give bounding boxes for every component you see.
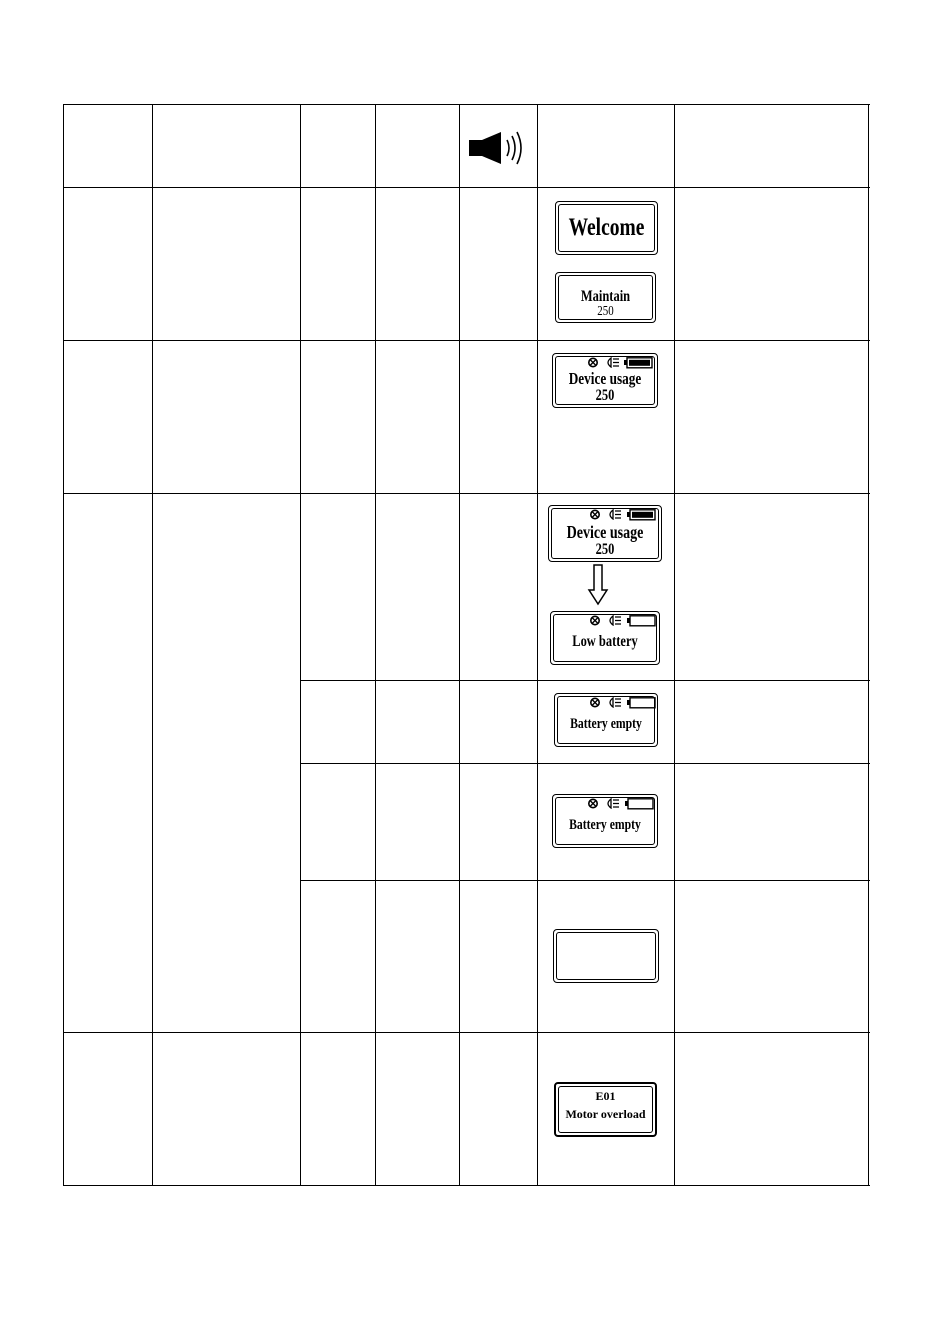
row-1-border <box>63 340 870 341</box>
battery-icon <box>624 357 653 369</box>
subrow-3-border <box>300 880 870 881</box>
column-border-4 <box>375 104 376 1186</box>
device-usage-label-2: Device usage <box>566 522 644 542</box>
headlight-icon <box>604 357 620 368</box>
table-bottom-border <box>63 1185 870 1186</box>
status-icons-4 <box>555 697 657 709</box>
battery-icon <box>627 509 656 521</box>
header-row-border <box>63 187 870 188</box>
headlight-icon <box>606 697 622 708</box>
row-3-border <box>63 1032 870 1033</box>
subrow-1-border <box>300 680 870 681</box>
column-border-8 <box>868 104 869 1186</box>
blank-screen <box>553 929 659 983</box>
column-border-2 <box>152 104 153 1186</box>
low-battery-text: Low battery <box>572 633 638 650</box>
battery-empty-screen-2 <box>552 794 658 848</box>
column-border-3 <box>300 104 301 1186</box>
error-screen <box>554 1082 657 1137</box>
device-usage-value: 250 <box>595 387 615 404</box>
low-battery-screen <box>550 611 660 665</box>
status-icons-3 <box>551 615 659 627</box>
sensor-icon <box>587 798 599 809</box>
sensor-icon <box>587 357 599 368</box>
status-icons-2 <box>549 509 661 521</box>
device-usage-label: Device usage <box>568 369 642 388</box>
column-border-6 <box>537 104 538 1186</box>
battery-empty-text-2: Battery empty <box>569 817 641 833</box>
speaker-sound-icon <box>468 130 532 166</box>
table-top-border <box>63 104 870 105</box>
maintain-screen <box>555 272 656 323</box>
battery-icon <box>627 697 656 709</box>
battery-icon <box>625 798 654 810</box>
headlight-icon <box>604 798 620 809</box>
sensor-icon <box>589 615 601 626</box>
headlight-icon <box>606 615 622 626</box>
sensor-icon <box>589 509 601 520</box>
battery-empty-text: Battery empty <box>570 716 642 732</box>
device-usage-value-2: 250 <box>595 541 615 558</box>
error-message: Motor overload <box>565 1107 646 1121</box>
row-2-border <box>63 493 870 494</box>
status-icons-5 <box>553 798 657 810</box>
sensor-icon <box>589 697 601 708</box>
error-code: E01 <box>595 1089 616 1103</box>
battery-icon <box>627 615 656 627</box>
down-arrow-icon <box>587 564 609 606</box>
status-icons <box>553 357 657 369</box>
headlight-icon <box>606 509 622 520</box>
device-usage-screen-2 <box>548 505 662 562</box>
battery-empty-screen <box>554 693 658 747</box>
maintain-value: 250 <box>597 304 614 319</box>
welcome-screen <box>555 201 658 255</box>
column-border-7 <box>674 104 675 1186</box>
subrow-2-border <box>300 763 870 764</box>
column-border-1 <box>63 104 64 1186</box>
column-border-5 <box>459 104 460 1186</box>
device-usage-screen <box>552 353 658 408</box>
welcome-text: Welcome <box>568 214 645 241</box>
maintain-text: Maintain <box>580 288 631 305</box>
